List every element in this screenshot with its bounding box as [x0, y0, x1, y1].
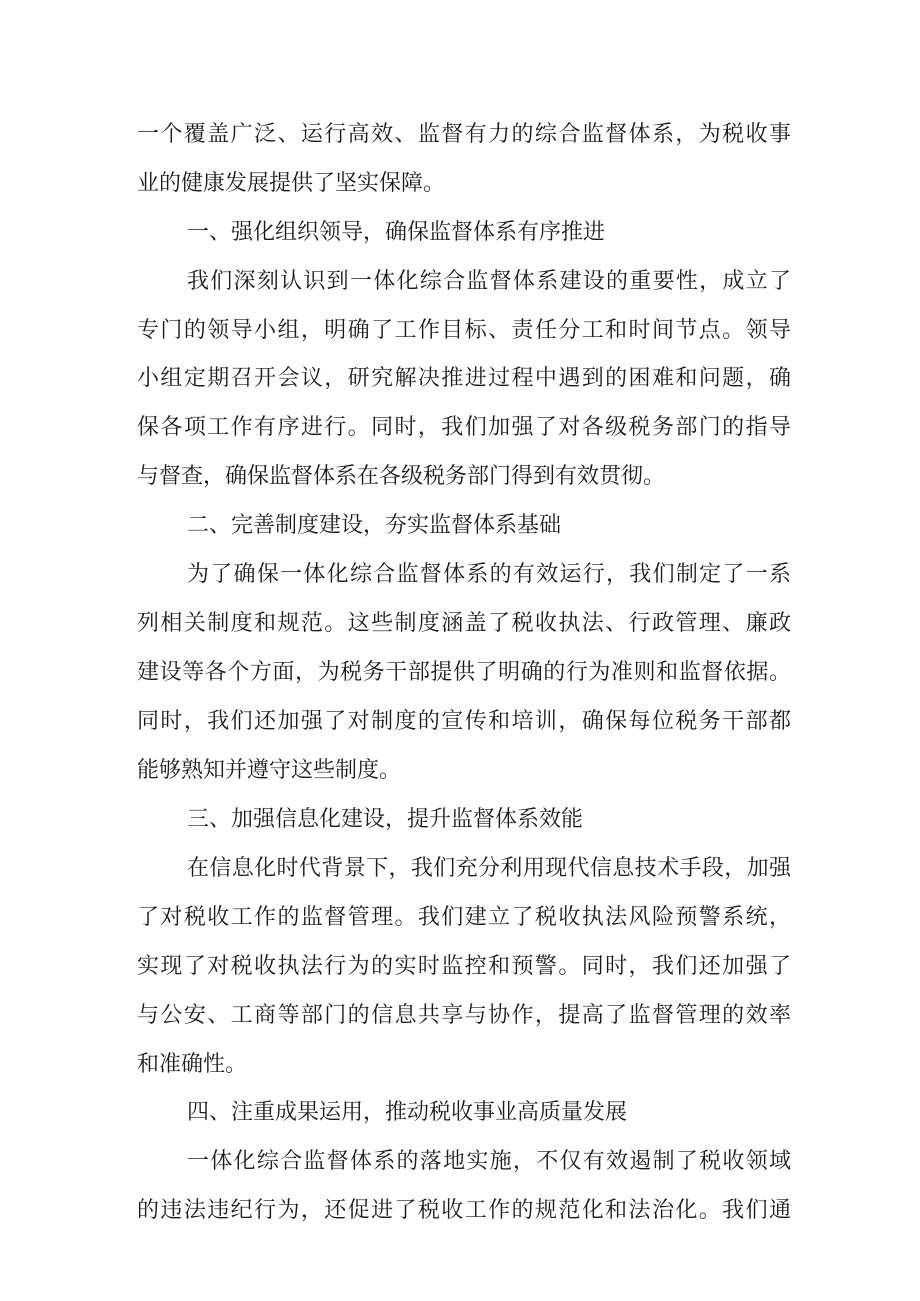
- paragraph-line: 专门的领导小组，明确了工作目标、责任分工和时间节点。领导: [137, 318, 791, 343]
- paragraph-line: 列相关制度和规范。这些制度涵盖了税收执法、行政管理、廉政: [137, 611, 791, 636]
- paragraph-line: 和准确性。: [137, 1052, 248, 1077]
- paragraph-line: 与公安、工商等部门的信息共享与协作，提高了监督管理的效率: [137, 1003, 791, 1028]
- section-heading-1: 一、强化组织领导，确保监督体系有序推进: [187, 220, 606, 245]
- paragraph-line: 与督查，确保监督体系在各级税务部门得到有效贯彻。: [137, 464, 666, 489]
- section-heading-2: 二、完善制度建设，夯实监督体系基础: [187, 513, 562, 538]
- section-heading-3: 三、加强信息化建设，提升监督体系效能: [187, 807, 584, 832]
- paragraph-line: 同时，我们还加强了对制度的宣传和培训，确保每位税务干部都: [137, 709, 791, 734]
- paragraph-line: 小组定期召开会议，研究解决推进过程中遇到的困难和问题，确: [137, 366, 791, 391]
- paragraph-line: 业的健康发展提供了坚实保障。: [137, 171, 446, 196]
- paragraph-line: 能够熟知并遵守这些制度。: [137, 758, 402, 783]
- paragraph-line: 保各项工作有序进行。同时，我们加强了对各级税务部门的指导: [137, 415, 791, 440]
- section-heading-4: 四、注重成果运用，推动税收事业高质量发展: [187, 1100, 628, 1125]
- paragraph-line: 一个覆盖广泛、运行高效、监督有力的综合监督体系，为税收事: [137, 122, 791, 147]
- paragraph-line: 了对税收工作的监督管理。我们建立了税收执法风险预警系统，: [137, 905, 791, 930]
- paragraph-line: 建设等各个方面，为税务干部提供了明确的行为准则和监督依据。: [137, 660, 791, 685]
- paragraph-line: 为了确保一体化综合监督体系的有效运行，我们制定了一系: [187, 562, 791, 587]
- paragraph-line: 我们深刻认识到一体化综合监督体系建设的重要性，成立了: [187, 269, 791, 294]
- paragraph-line: 实现了对税收执法行为的实时监控和预警。同时，我们还加强了: [137, 954, 791, 979]
- paragraph-line: 在信息化时代背景下，我们充分利用现代信息技术手段，加强: [187, 856, 791, 881]
- paragraph-line: 的违法违纪行为，还促进了税收工作的规范化和法治化。我们通: [137, 1198, 791, 1223]
- paragraph-line: 一体化综合监督体系的落地实施，不仅有效遏制了税收领域: [187, 1149, 791, 1174]
